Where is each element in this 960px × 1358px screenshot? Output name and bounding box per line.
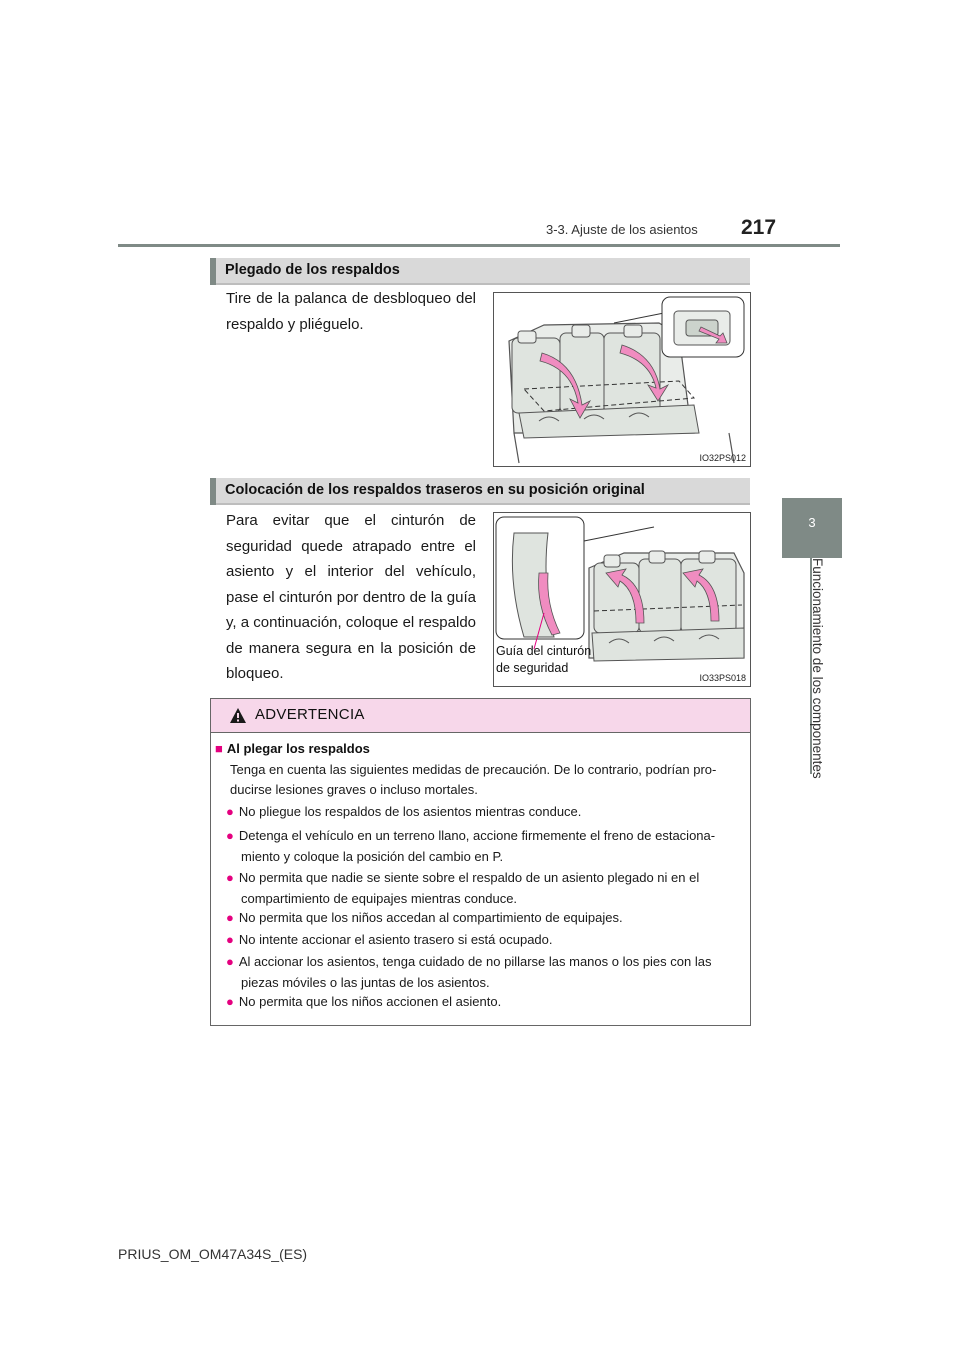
belt-guide-label-line2: de seguridad	[496, 661, 569, 675]
warning-header	[211, 699, 750, 733]
section-marker	[210, 478, 216, 505]
section-title: Colocación de los respaldos traseros en su posición original	[225, 482, 645, 498]
belt-guide-label	[496, 643, 591, 677]
warning-bullet: ● Al accionar los asientos, tenga cuidado de no pillarse las manos o los pies con las piezas móviles o las juntas de los asientos.	[226, 954, 712, 990]
bullet-dot-icon: ●	[226, 910, 234, 925]
warning-bullet: ● No pliegue los respaldos de los asientos mientras conduce.	[226, 804, 582, 819]
warning-box	[210, 698, 751, 1026]
bullet-dot-icon: ●	[226, 954, 234, 969]
restoring-illustration	[493, 512, 751, 687]
section-header: 3-3. Ajuste de los asientos	[546, 222, 698, 237]
document-code: PRIUS_OM_OM47A34S_(ES)	[118, 1246, 308, 1262]
warning-intro-line2: ducirse lesiones graves o incluso mortales.	[230, 782, 478, 797]
warning-subtitle	[215, 741, 370, 756]
bullet-dot-icon: ●	[226, 804, 234, 819]
restoring-instructions: Para evitar que el cinturón de seguridad quede atrapado entre el asiento y el interior del vehículo, pase el cinturón por dentro de la guía y, a continuación, coloque el respaldo de manera segura en la posición de bloqueo.	[226, 512, 476, 682]
warning-bullet: ● No permita que los niños accedan al compartimiento de equipajes.	[226, 910, 623, 925]
warning-bullet: ● No intente accionar el asiento trasero si está ocupado.	[226, 932, 553, 947]
page-number: 217	[741, 216, 777, 239]
warning-subtitle-text: Al plegar los respaldos	[226, 741, 370, 756]
figure-code: IO32PS012	[699, 453, 746, 463]
header-rule	[118, 244, 840, 247]
warning-title: ADVERTENCIA	[255, 706, 365, 723]
bullet-dot-icon: ●	[226, 828, 234, 843]
chapter-number: 3	[808, 515, 816, 530]
bullet-dot-icon: ●	[226, 870, 234, 885]
section-marker	[210, 258, 216, 285]
warning-bullet: ● Detenga el vehículo en un terreno llano, accione firmemente el freno de estaciona- miento y coloque la posición del cambio en P.	[226, 828, 716, 864]
warning-bullet: ● No permita que nadie se siente sobre el respaldo de un asiento plegado ni en el compartimiento de equipajes mientras conduce.	[226, 870, 700, 906]
belt-guide-label-line1: Guía del cinturón	[496, 644, 592, 658]
section-heading-folding	[210, 258, 750, 285]
warning-intro-line1: Tenga en cuenta las siguientes medidas de precaución. De lo contrario, podrían pro-	[230, 762, 717, 777]
bullet-dot-icon: ●	[226, 932, 234, 947]
folding-seats-drawing	[494, 293, 750, 466]
warning-triangle-icon	[229, 707, 247, 724]
section-title: Plegado de los respaldos	[225, 262, 400, 278]
bullet-dot-icon: ●	[226, 994, 234, 1009]
chapter-title-wrap	[805, 558, 835, 788]
folding-illustration	[493, 292, 751, 467]
section-heading-restoring	[210, 478, 750, 505]
warning-bullet: ● No permita que los niños accionen el asiento.	[226, 994, 502, 1009]
square-bullet-icon: ■	[215, 741, 223, 756]
figure-code: IO33PS018	[699, 673, 746, 683]
chapter-title: Funcionamiento de los componentes	[810, 558, 825, 779]
folding-instructions: Tire de la palanca de desbloqueo del respaldo y pliéguelo.	[226, 290, 476, 333]
